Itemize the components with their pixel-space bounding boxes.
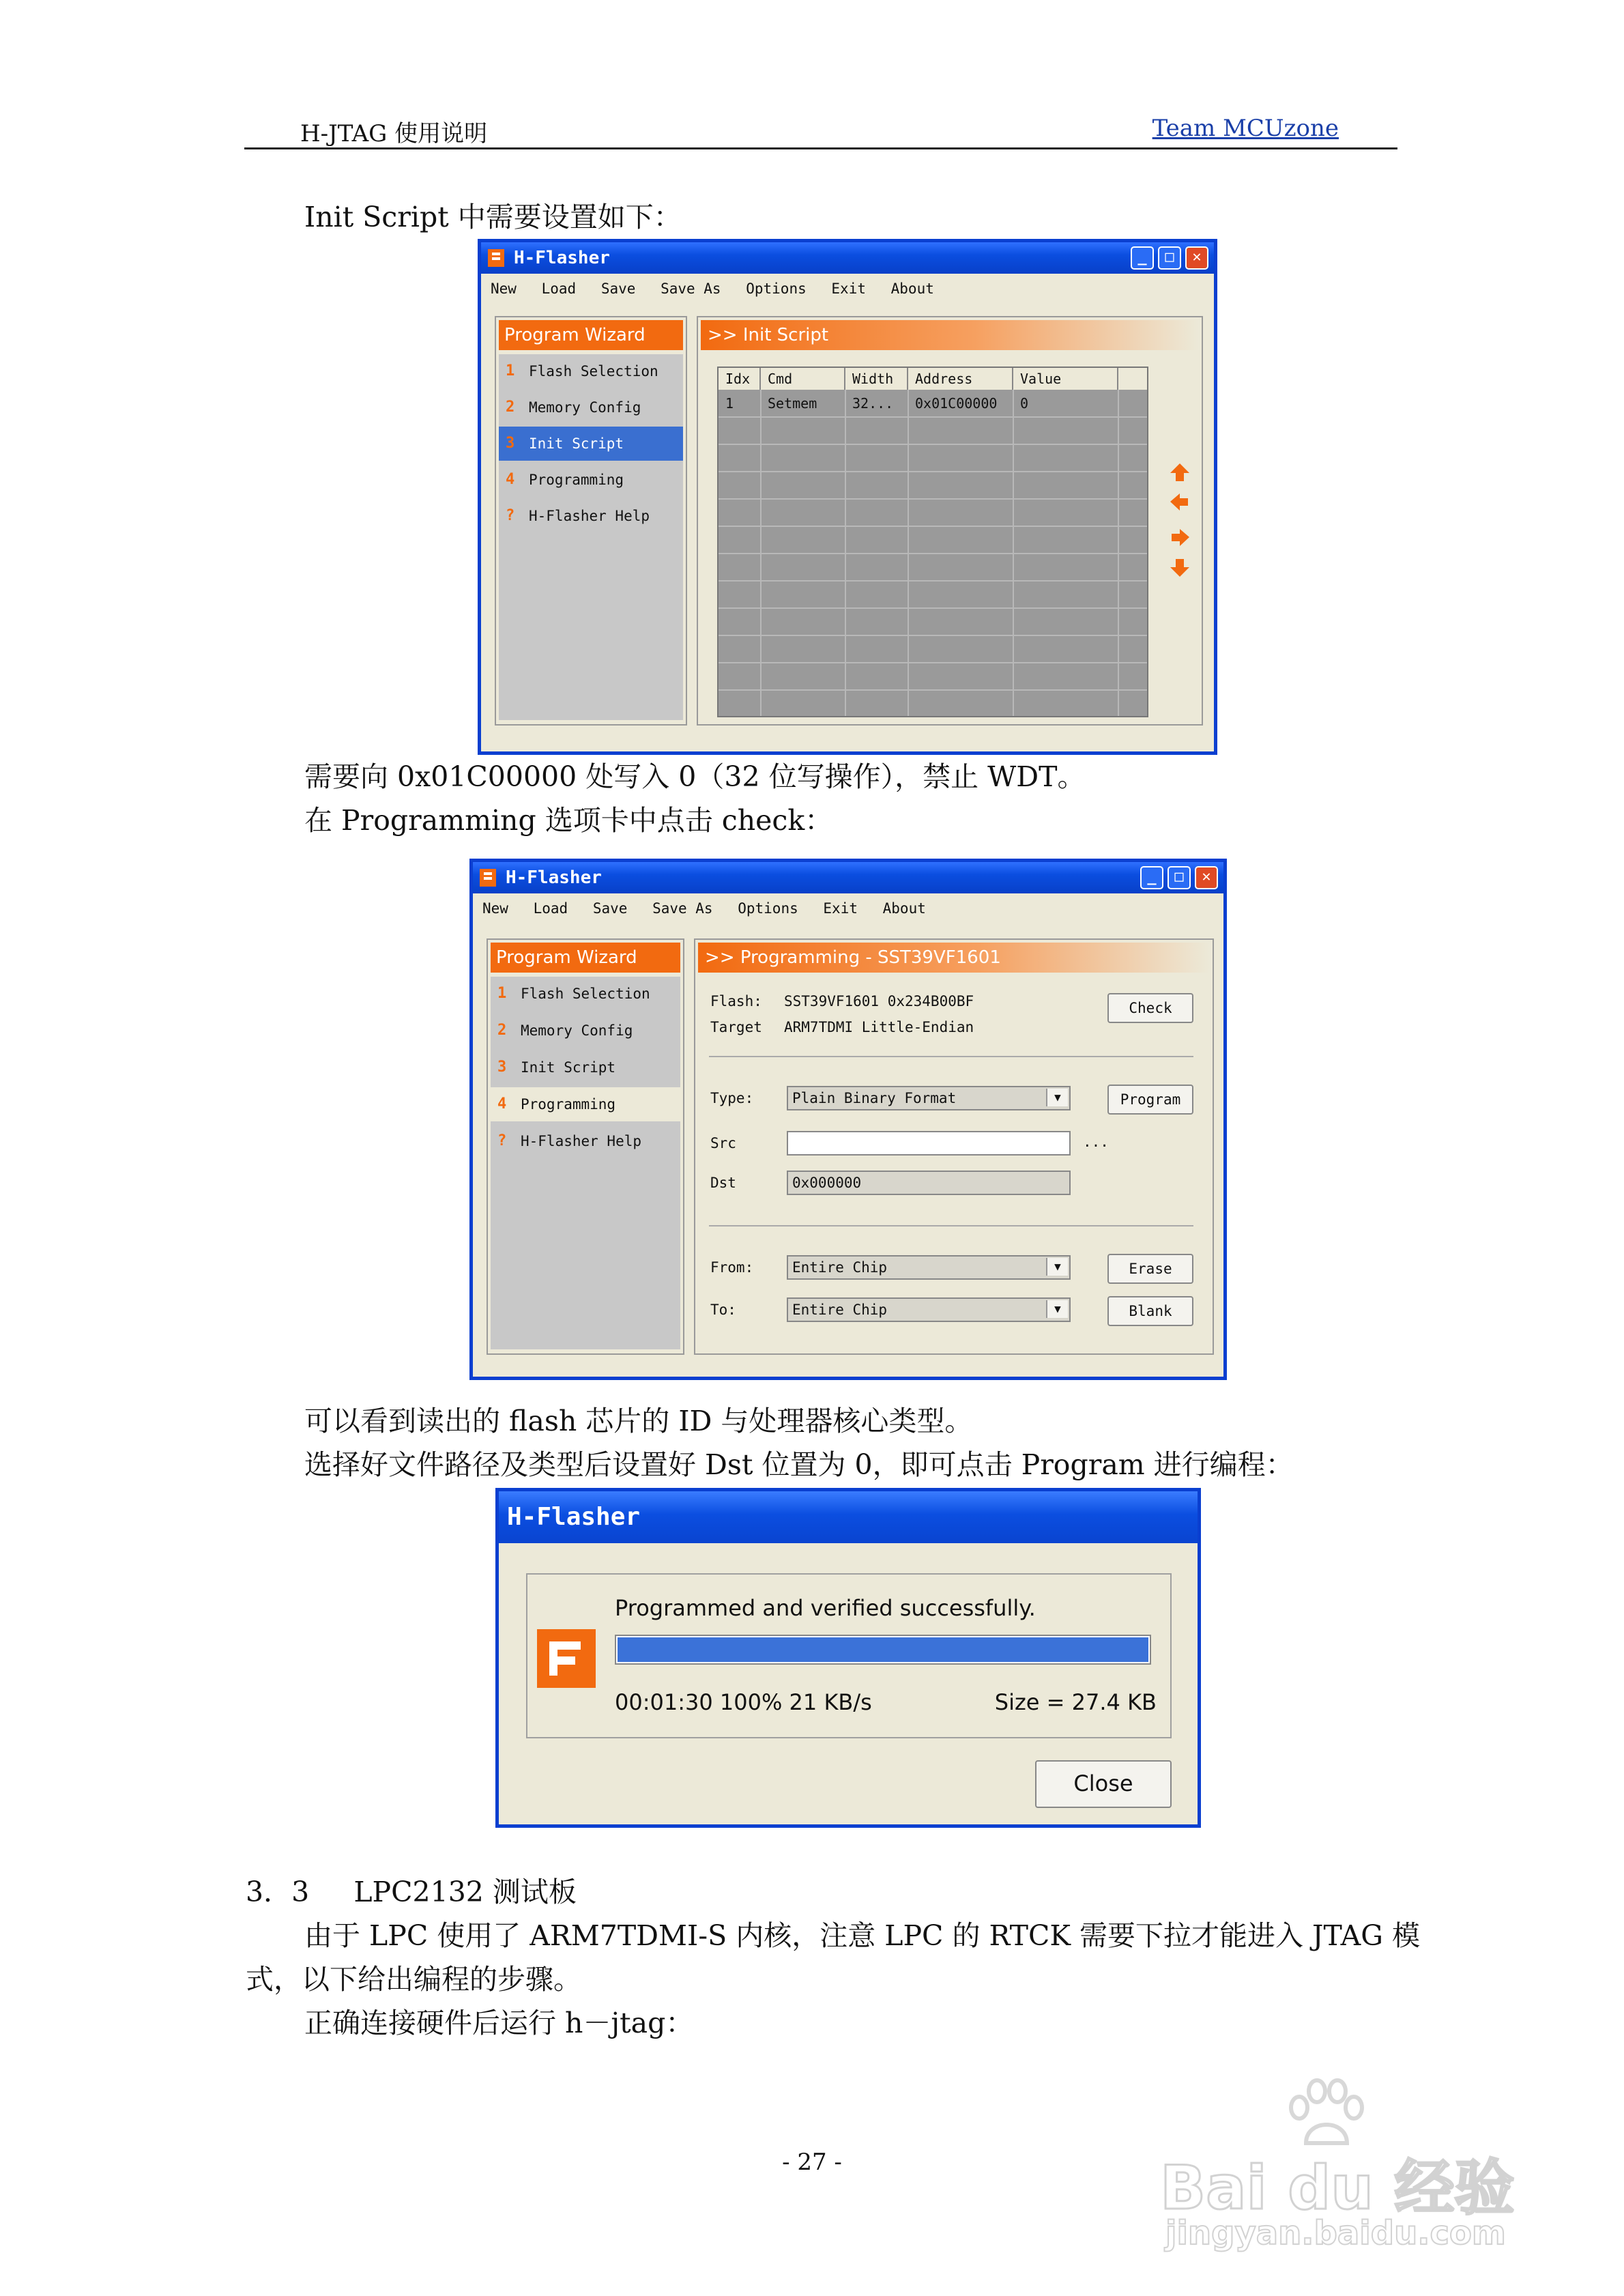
wizard-item-flash-selection[interactable] bbox=[499, 354, 683, 388]
cell-address: 0x01C00000 bbox=[915, 395, 998, 412]
wizard-item-init-script[interactable] bbox=[499, 427, 683, 461]
step-number: ? bbox=[497, 1132, 507, 1149]
hflasher-app-icon bbox=[488, 249, 504, 267]
success-dialog bbox=[495, 1488, 1201, 1828]
wizard-item-programming[interactable] bbox=[491, 1087, 680, 1121]
move-right-icon bbox=[1172, 529, 1189, 546]
step-number: 4 bbox=[506, 471, 515, 488]
close-icon[interactable]: ✕ bbox=[1185, 246, 1208, 270]
src-label: Src bbox=[710, 1135, 736, 1151]
flash-label: Flash: bbox=[710, 993, 762, 1009]
check-button[interactable]: Check bbox=[1107, 993, 1193, 1023]
wizard-item-label: H-Flasher Help bbox=[521, 1133, 642, 1149]
paragraph-click-check: 在 Programming 选项卡中点击 check： bbox=[304, 804, 833, 837]
paragraph-read-flash-id: 可以看到读出的 flash 芯片的 ID 与处理器核心类型。 bbox=[304, 1405, 973, 1437]
window-title: H-Flasher bbox=[514, 248, 610, 268]
close-icon[interactable]: ✕ bbox=[1195, 866, 1218, 889]
dialog-group-box bbox=[526, 1573, 1172, 1738]
menu-save-as[interactable]: Save As bbox=[652, 900, 713, 917]
maximize-icon[interactable]: □ bbox=[1168, 866, 1191, 889]
page-header-title: H-JTAG 使用说明 bbox=[300, 120, 488, 147]
cell-idx: 1 bbox=[725, 395, 734, 412]
menu-save[interactable]: Save bbox=[592, 900, 628, 917]
section-heading-lpc2132: 3．3 LPC2132 测试板 bbox=[246, 1876, 577, 1908]
paragraph-steps: 式，以下给出编程的步骤。 bbox=[246, 1963, 581, 1996]
wizard-item-memory-config[interactable] bbox=[491, 1014, 680, 1048]
watermark-url: jingyan.baidu.com bbox=[1165, 2214, 1506, 2252]
wizard-panel bbox=[487, 938, 684, 1355]
step-number: ? bbox=[506, 507, 515, 524]
dialog-titlebar[interactable]: H-Flasher bbox=[499, 1491, 1198, 1543]
paragraph-init-script: Init Script 中需要设置如下： bbox=[304, 201, 682, 233]
baidu-jingyan-watermark bbox=[1160, 2078, 1542, 2255]
table-header bbox=[719, 368, 1147, 390]
dst-address-input[interactable] bbox=[787, 1171, 1071, 1195]
from-select[interactable] bbox=[787, 1255, 1071, 1280]
wizard-item-label: Init Script bbox=[521, 1059, 616, 1076]
section-title: >> Programming - SST39VF1601 bbox=[698, 943, 1210, 973]
wizard-list bbox=[491, 977, 680, 1349]
hflasher-window-programming bbox=[469, 859, 1227, 1380]
wizard-item-memory-config[interactable] bbox=[499, 390, 683, 425]
paragraph-run-hjtag: 正确连接硬件后运行 h－jtag： bbox=[304, 2007, 694, 2039]
divider bbox=[709, 1225, 1193, 1226]
menu-save[interactable]: Save bbox=[600, 281, 636, 297]
wizard-item-flash-selection[interactable] bbox=[491, 977, 680, 1011]
menu-new[interactable]: New bbox=[491, 281, 517, 297]
step-number: 1 bbox=[506, 362, 515, 379]
wizard-item-label: Memory Config bbox=[529, 399, 641, 416]
program-button[interactable]: Program bbox=[1107, 1085, 1193, 1115]
menu-save-as[interactable]: Save As bbox=[661, 281, 721, 297]
progress-bar bbox=[615, 1635, 1151, 1665]
programming-panel bbox=[694, 938, 1214, 1355]
wizard-item-help[interactable] bbox=[491, 1124, 680, 1158]
cell-cmd: Setmem bbox=[768, 395, 817, 412]
column-address[interactable]: Address bbox=[908, 368, 1013, 390]
divider bbox=[709, 1056, 1193, 1057]
target-core-value: ARM7TDMI Little-Endian bbox=[784, 1019, 974, 1035]
wizard-item-label: H-Flasher Help bbox=[529, 508, 650, 524]
browse-button[interactable]: ... bbox=[1083, 1134, 1109, 1150]
erase-button[interactable]: Erase bbox=[1107, 1254, 1193, 1284]
close-button[interactable]: Close bbox=[1035, 1760, 1172, 1808]
menu-options[interactable]: Options bbox=[738, 900, 798, 917]
to-select[interactable] bbox=[787, 1297, 1071, 1322]
chevron-down-icon[interactable]: ▼ bbox=[1046, 1258, 1068, 1276]
type-label: Type: bbox=[710, 1090, 754, 1106]
wizard-list bbox=[499, 354, 683, 720]
row-move-arrows bbox=[1166, 461, 1193, 597]
hflasher-logo-icon bbox=[537, 1629, 596, 1688]
menu-options[interactable]: Options bbox=[746, 281, 807, 297]
wizard-title: Program Wizard bbox=[491, 943, 680, 973]
init-script-panel bbox=[697, 316, 1203, 726]
wizard-item-init-script[interactable] bbox=[491, 1050, 680, 1085]
page-number: - 27 - bbox=[782, 2149, 842, 2176]
column-idx[interactable]: Idx bbox=[719, 368, 761, 390]
maximize-icon[interactable]: □ bbox=[1158, 246, 1181, 270]
column-value[interactable]: Value bbox=[1013, 368, 1118, 390]
move-up-icon bbox=[1170, 463, 1189, 481]
paragraph-lpc-core: 由于 LPC 使用了 ARM7TDMI-S 内核，注意 LPC 的 RTCK 需要下拉才能进入 JTAG 模 bbox=[304, 1919, 1420, 1952]
src-path-input[interactable] bbox=[787, 1131, 1071, 1156]
step-number: 4 bbox=[497, 1095, 507, 1113]
to-label: To: bbox=[710, 1302, 736, 1318]
step-number: 1 bbox=[497, 985, 507, 1002]
menu-exit[interactable]: Exit bbox=[823, 900, 858, 917]
column-width[interactable]: Width bbox=[845, 368, 908, 390]
menu-load[interactable]: Load bbox=[533, 900, 568, 917]
dst-address-value: 0x000000 bbox=[792, 1175, 862, 1191]
step-number: 2 bbox=[506, 399, 515, 416]
progress-bar-fill bbox=[618, 1637, 1148, 1662]
menu-exit[interactable]: Exit bbox=[831, 281, 866, 297]
target-label: Target bbox=[710, 1019, 762, 1035]
cell-width: 32... bbox=[852, 395, 894, 412]
table-gridlines bbox=[719, 390, 1148, 717]
wizard-item-label: Flash Selection bbox=[521, 986, 650, 1002]
chevron-down-icon[interactable]: ▼ bbox=[1046, 1089, 1068, 1106]
step-number: 3 bbox=[497, 1059, 507, 1076]
wizard-item-label: Programming bbox=[529, 472, 624, 488]
header-rule bbox=[244, 147, 1397, 149]
wizard-panel bbox=[495, 316, 687, 726]
init-script-table[interactable] bbox=[717, 367, 1148, 717]
column-cmd[interactable]: Cmd bbox=[761, 368, 845, 390]
paragraph-select-path: 选择好文件路径及类型后设置好 Dst 位置为 0，即可点击 Program 进行编程： bbox=[304, 1448, 1294, 1481]
step-number: 2 bbox=[497, 1022, 507, 1039]
hflasher-window-init-script bbox=[478, 239, 1217, 755]
wizard-item-label: Flash Selection bbox=[529, 363, 658, 379]
blank-button[interactable]: Blank bbox=[1107, 1296, 1193, 1326]
to-select-value: Entire Chip bbox=[792, 1302, 888, 1318]
window-title: H-Flasher bbox=[506, 867, 602, 888]
chevron-down-icon[interactable]: ▼ bbox=[1046, 1300, 1068, 1318]
paragraph-write-address: 需要向 0x01C00000 处写入 0（32 位写操作），禁止 WDT。 bbox=[304, 760, 1086, 793]
from-label: From: bbox=[710, 1259, 754, 1276]
cell-value: 0 bbox=[1020, 395, 1029, 412]
move-left-icon bbox=[1170, 493, 1188, 511]
move-down-icon bbox=[1170, 559, 1189, 577]
progress-stats: 00:01:30 100% 21 KB/s bbox=[615, 1689, 872, 1715]
wizard-item-programming[interactable] bbox=[499, 463, 683, 497]
step-number: 3 bbox=[506, 435, 515, 452]
wizard-title: Program Wizard bbox=[499, 320, 683, 350]
wizard-item-help[interactable] bbox=[499, 499, 683, 533]
type-select[interactable] bbox=[787, 1086, 1071, 1110]
minimize-icon[interactable]: _ bbox=[1140, 866, 1163, 889]
dialog-message: Programmed and verified successfully. bbox=[615, 1595, 1036, 1621]
section-title: >> Init Script bbox=[701, 320, 1199, 350]
wizard-item-label: Programming bbox=[521, 1096, 616, 1113]
file-size: Size = 27.4 KB bbox=[994, 1689, 1157, 1715]
wizard-item-label: Init Script bbox=[529, 435, 624, 452]
type-select-value: Plain Binary Format bbox=[792, 1090, 957, 1106]
dst-label: Dst bbox=[710, 1175, 736, 1191]
menu-load[interactable]: Load bbox=[541, 281, 577, 297]
window-titlebar[interactable] bbox=[473, 862, 1223, 893]
window-titlebar[interactable] bbox=[481, 242, 1214, 274]
menu-new[interactable]: New bbox=[482, 900, 508, 917]
hflasher-app-icon bbox=[480, 869, 496, 887]
minimize-icon[interactable]: _ bbox=[1131, 246, 1154, 270]
wizard-item-label: Memory Config bbox=[521, 1022, 633, 1039]
menu-bar bbox=[482, 900, 942, 917]
menu-about[interactable]: About bbox=[882, 900, 926, 917]
menu-bar bbox=[491, 281, 951, 297]
watermark-brand: Bai du 经验 bbox=[1160, 2153, 1515, 2223]
flash-id-value: SST39VF1601 0x234B00BF bbox=[784, 993, 974, 1009]
page-header-link[interactable]: Team MCUzone bbox=[1152, 115, 1339, 142]
menu-about[interactable]: About bbox=[890, 281, 934, 297]
from-select-value: Entire Chip bbox=[792, 1259, 888, 1276]
